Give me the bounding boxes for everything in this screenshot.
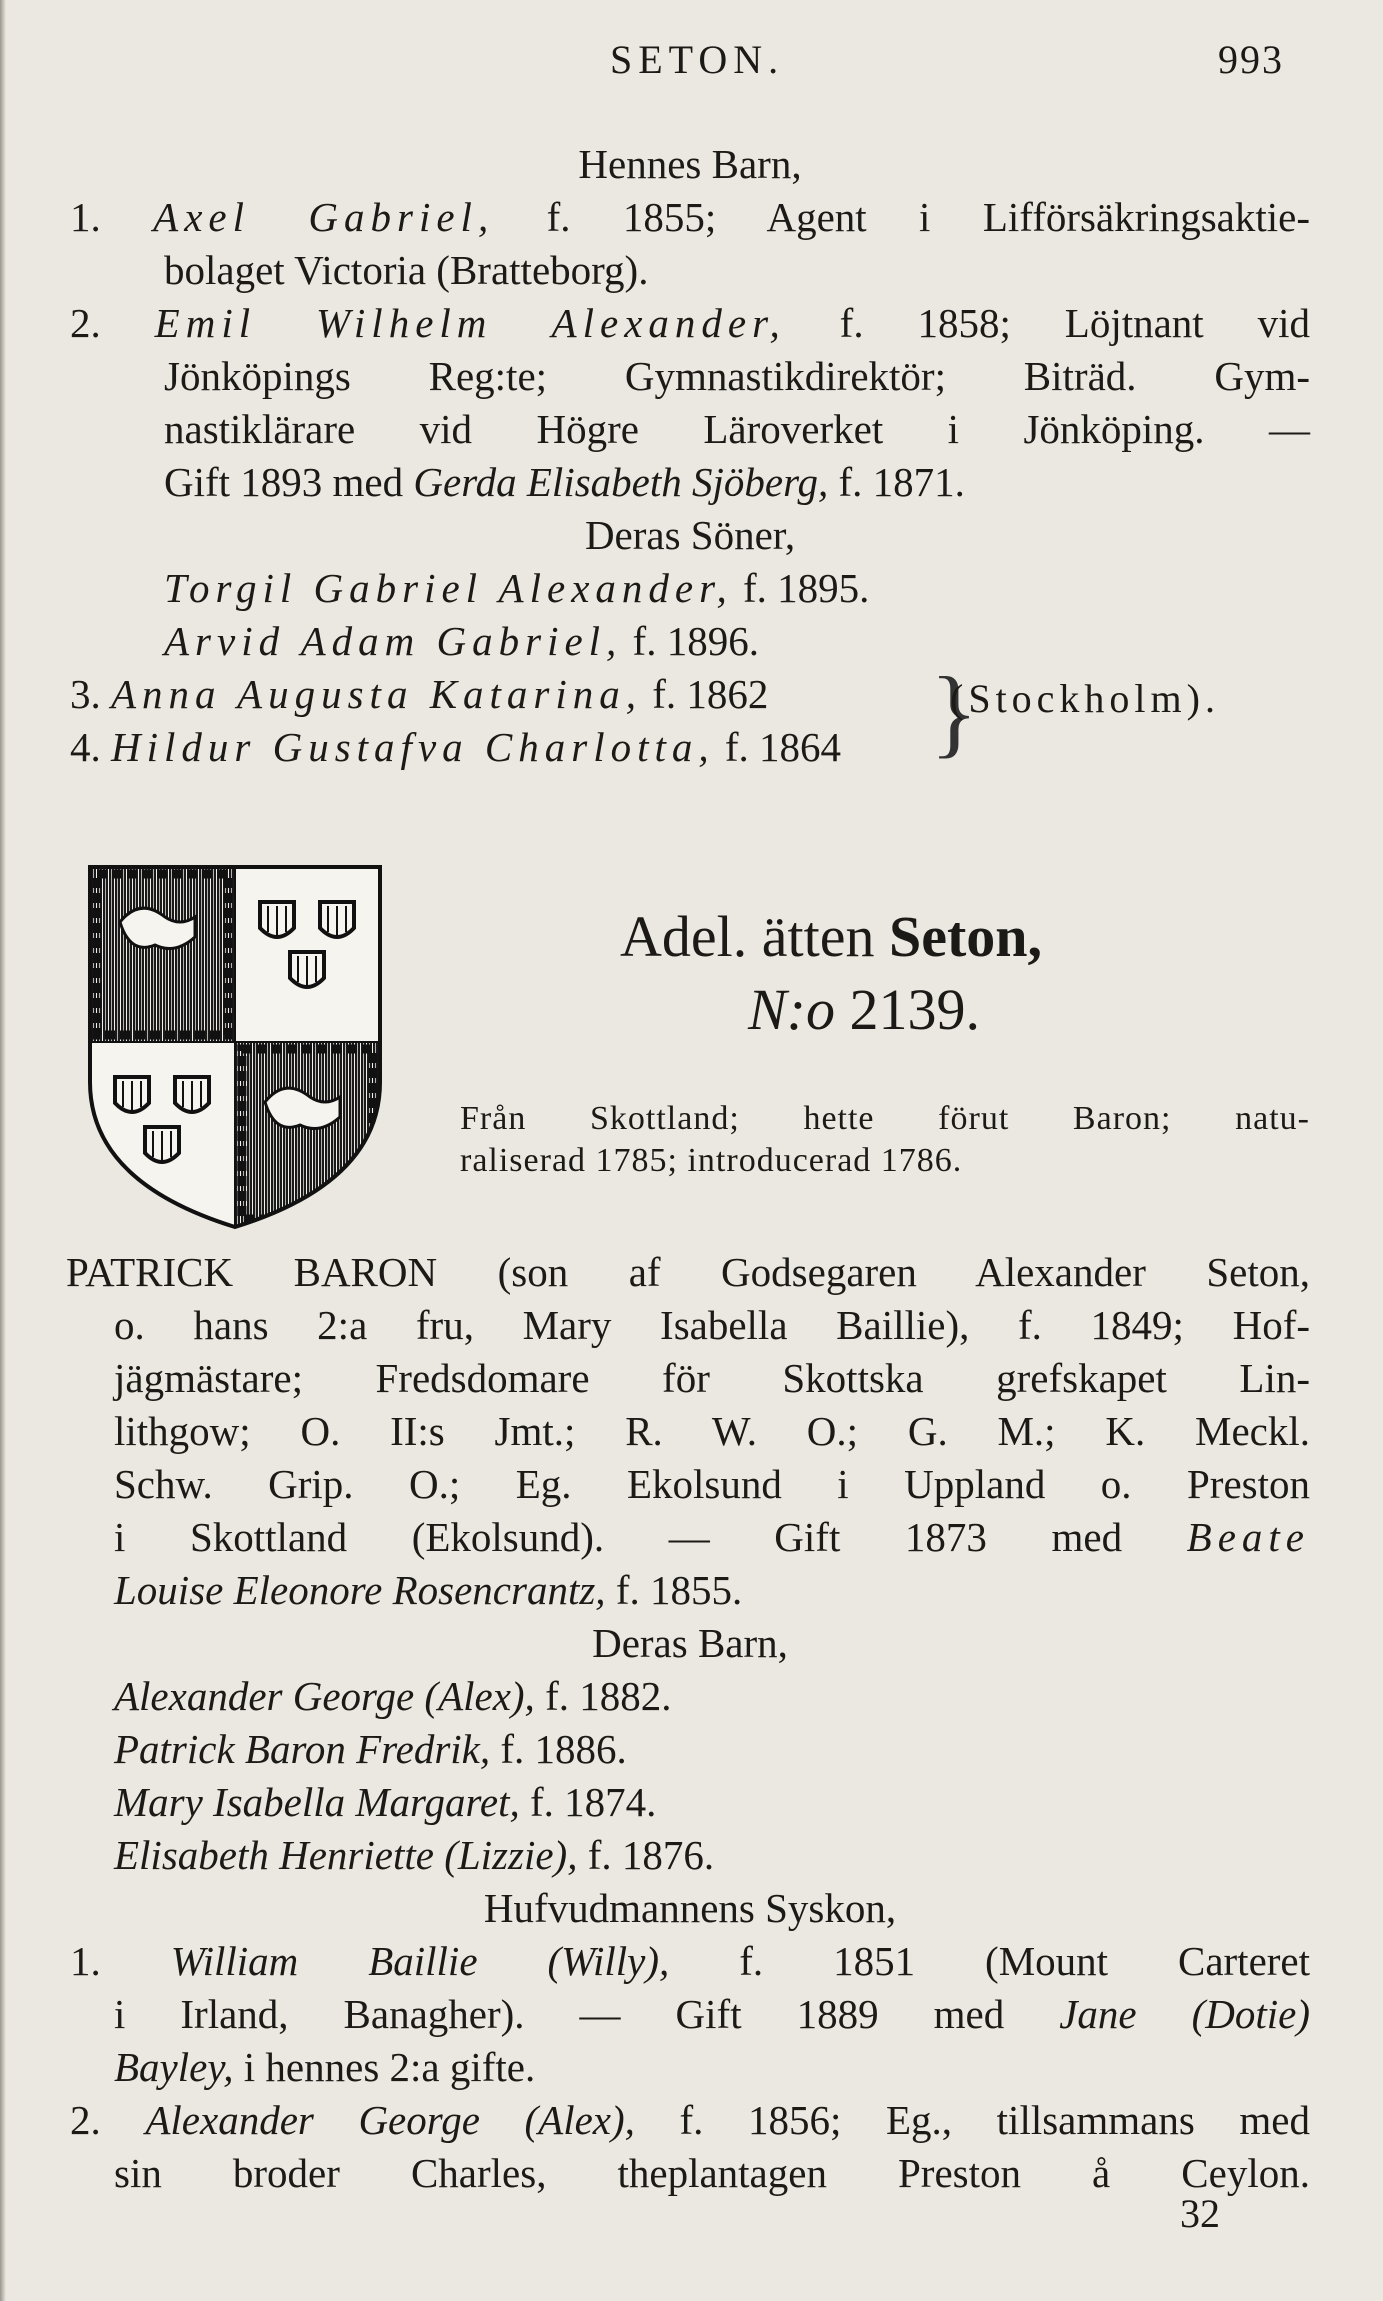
son-entry bbox=[70, 562, 1310, 615]
head-line bbox=[70, 1564, 1310, 1617]
child-entry-1-line1 bbox=[70, 191, 1310, 244]
head-line: lithgow; O. II:s Jmt.; R. W. O.; G. M.; K. Meckl. bbox=[114, 1408, 1310, 1454]
marriage-text: Gift 1893 med bbox=[164, 459, 404, 505]
spouse-born: f. 1855. bbox=[615, 1567, 743, 1613]
spouse-name: Louise Eleonore Rosencrantz, bbox=[114, 1567, 606, 1613]
daughter-name: Anna Augusta Katarina, bbox=[111, 671, 643, 717]
number-label: N:o bbox=[748, 977, 835, 1042]
family-title-prefix: Adel. ätten bbox=[620, 904, 875, 969]
son-born: f. 1896. bbox=[632, 618, 759, 664]
page-number: 993 bbox=[1218, 37, 1284, 82]
marriage-text: i Irland, Banagher). — Gift 1889 med bbox=[114, 1991, 1005, 2037]
entry-number: 3. bbox=[70, 671, 101, 717]
child-name: Patrick Baron Fredrik, bbox=[114, 1726, 491, 1772]
head-line: Schw. Grip. O.; Eg. Ekolsund i Uppland o. Preston bbox=[114, 1461, 1310, 1507]
head-person-entry bbox=[66, 1246, 1311, 2200]
spouse-born: f. 1871. bbox=[838, 459, 965, 505]
entry-number: 1. bbox=[70, 1938, 101, 1984]
child-row bbox=[70, 1723, 1310, 1776]
head-line: PATRICK BARON (son af Godsegaren Alexander Seton, bbox=[66, 1249, 1310, 1295]
family-number bbox=[748, 975, 980, 1045]
child-name: Alexander George (Alex), bbox=[114, 1673, 535, 1719]
sons-heading: Deras Söner, bbox=[584, 512, 796, 558]
running-head: SETON. bbox=[610, 37, 785, 82]
child-born: f. 1876. bbox=[587, 1832, 715, 1878]
sibling-entry-2-line2: sin broder Charles, theplantagen Preston å Ceylon. bbox=[114, 2150, 1310, 2196]
spouse-first-name: Beate bbox=[1186, 1514, 1310, 1560]
children-heading: Deras Barn, bbox=[592, 1620, 788, 1666]
sibling-name: Alexander George (Alex), bbox=[145, 2097, 635, 2143]
son-name: Torgil Gabriel Alexander, bbox=[164, 565, 733, 611]
family-origin bbox=[460, 1098, 1310, 1182]
child-entry-2-line4 bbox=[70, 456, 1310, 509]
child-row bbox=[70, 1829, 1310, 1882]
origin-line: raliserad 1785; introducerad 1786. bbox=[460, 1142, 963, 1179]
child-name: Emil Wilhelm Alexander, bbox=[154, 300, 786, 346]
son-entry bbox=[70, 615, 1310, 668]
origin-line: Från Skottland; hette förut Baron; natu- bbox=[460, 1100, 1310, 1137]
number-value: 2139. bbox=[849, 977, 980, 1042]
sibling-entry-1-line3 bbox=[70, 2041, 1310, 2094]
child-born: f. 1882. bbox=[545, 1673, 672, 1719]
son-born: f. 1895. bbox=[743, 565, 870, 611]
child-entry-2-line1 bbox=[70, 297, 1310, 350]
child-entry-2-line3: nastiklärare vid Högre Läroverket i Jönköping. — bbox=[164, 406, 1310, 452]
sibling-name: William Baillie (Willy), bbox=[170, 1938, 670, 1984]
section-heading: Hennes Barn, bbox=[578, 141, 802, 187]
entry-number: 1. bbox=[70, 194, 101, 240]
child-entry-1-line2: bolaget Victoria (Bratteborg). bbox=[164, 247, 649, 293]
sibling-details: f. 1856; Eg., tillsammans med bbox=[679, 2097, 1311, 2143]
child-name: Axel Gabriel, bbox=[153, 194, 495, 240]
marriage-note: i hennes 2:a gifte. bbox=[243, 2044, 536, 2090]
entry-number: 2. bbox=[70, 300, 101, 346]
family-name: Seton, bbox=[888, 904, 1043, 969]
child-name: Elisabeth Henriette (Lizzie), bbox=[114, 1832, 578, 1878]
daughter-name: Hildur Gustafva Charlotta, bbox=[111, 724, 715, 770]
signature-mark: 32 bbox=[1180, 2191, 1220, 2236]
family-title bbox=[620, 902, 1042, 972]
son-name: Arvid Adam Gabriel, bbox=[164, 618, 623, 664]
spouse-name: Gerda Elisabeth Sjöberg, bbox=[413, 459, 829, 505]
spouse-name: Jane (Dotie) bbox=[1059, 1991, 1311, 2037]
child-row bbox=[70, 1670, 1310, 1723]
sibling-details: f. 1851 (Mount Carteret bbox=[739, 1938, 1311, 1984]
head-line: o. hans 2:a fru, Mary Isabella Baillie), f. 1849; Hof- bbox=[114, 1302, 1310, 1348]
child-details: f. 1855; Agent i Lifförsäkringsaktie- bbox=[546, 194, 1310, 240]
sibling-entry-1-line1 bbox=[70, 1935, 1310, 1988]
sibling-entry-2-line1 bbox=[70, 2094, 1310, 2147]
head-line bbox=[70, 1511, 1310, 1564]
child-entry-2-line2: Jönköpings Reg:te; Gymnastikdirektör; Biträd. Gym- bbox=[164, 353, 1310, 399]
child-details: f. 1858; Löjtnant vid bbox=[839, 300, 1311, 346]
child-name: Mary Isabella Margaret, bbox=[114, 1779, 520, 1825]
daughter-born: f. 1862 bbox=[652, 671, 769, 717]
daughter-entry-4 bbox=[70, 721, 1310, 774]
head-line: jägmästare; Fredsdomare för Skottska grefskapet Lin- bbox=[114, 1355, 1310, 1401]
child-born: f. 1886. bbox=[500, 1726, 627, 1772]
entry-number: 2. bbox=[70, 2097, 101, 2143]
child-row bbox=[70, 1776, 1310, 1829]
sibling-entry-1-line2 bbox=[70, 1988, 1310, 2041]
marriage-text: i Skottland (Ekolsund). — Gift 1873 med bbox=[114, 1514, 1123, 1560]
page-header bbox=[0, 30, 1383, 90]
spouse-surname: Bayley, bbox=[114, 2044, 234, 2090]
daughter-born: f. 1864 bbox=[724, 724, 842, 770]
daughters-location: (Stockholm). bbox=[950, 676, 1220, 721]
siblings-heading: Hufvudmannens Syskon, bbox=[483, 1885, 897, 1931]
brace-symbol: } bbox=[930, 656, 978, 767]
coat-of-arms bbox=[85, 862, 385, 1232]
entry-number: 4. bbox=[70, 724, 101, 770]
child-born: f. 1874. bbox=[530, 1779, 657, 1825]
